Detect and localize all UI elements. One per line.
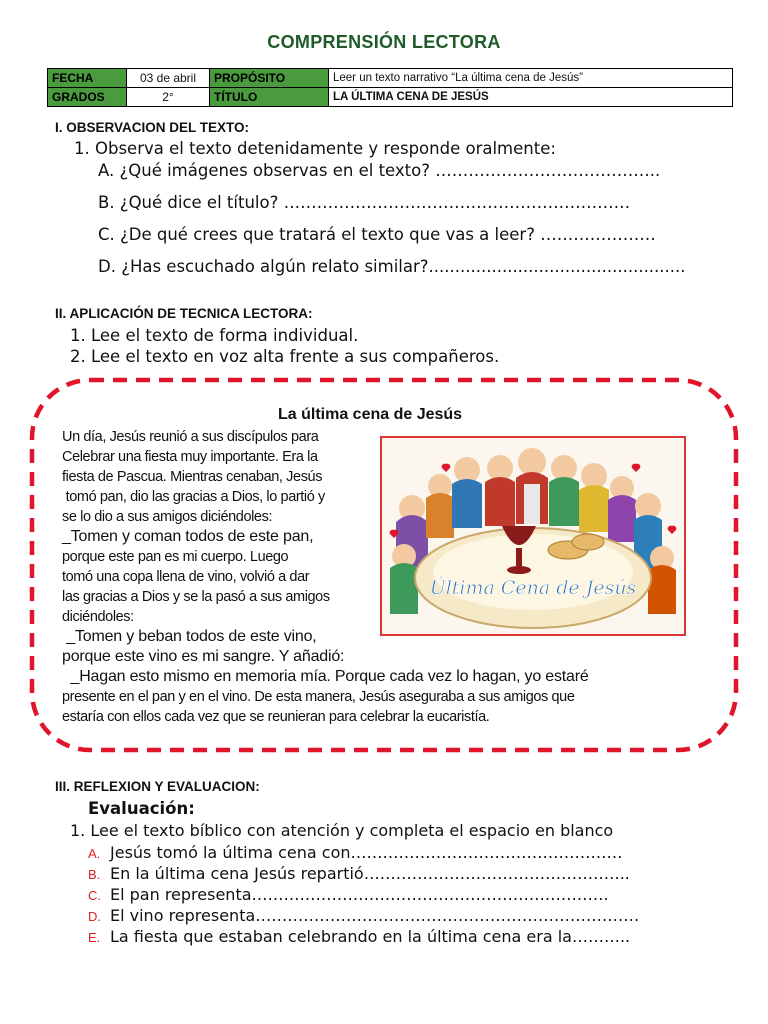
question-c: C. ¿De qué crees que tratará el texto que vas a leer? …………………: [98, 225, 656, 244]
section3-item1: 1. Lee el texto bíblico con atención y completa el espacio en blanco: [70, 821, 614, 840]
proposito-value: Leer un texto narrativo “La última cena de Jesús”: [329, 69, 733, 88]
story-line: _Hagan esto mismo en memoria mía. Porque cada vez lo hagan, yo estaré: [62, 668, 589, 685]
last-supper-image: [382, 438, 684, 634]
evaluation-text-a: Jesús tomó la última cena con……………………………………………: [110, 843, 623, 862]
story-line: tomó una copa llena de vino, volvió a dar: [62, 569, 310, 585]
story-line: porque este pan es mi cuerpo. Luego: [62, 549, 289, 565]
story-line: se lo dio a sus amigos diciéndoles:: [62, 509, 273, 525]
fecha-label: FECHA: [48, 69, 127, 88]
evaluation-text-e: La fiesta que estaban celebrando en la última cena era la………..: [110, 927, 631, 946]
section1-item1: 1. Observa el texto detenidamente y responde oralmente:: [74, 139, 556, 158]
section2-item2: 2. Lee el texto en voz alta frente a sus compañeros.: [70, 347, 500, 366]
evaluation-item-d: [88, 906, 738, 927]
section2-item1: 1. Lee el texto de forma individual.: [70, 326, 359, 345]
image-caption: Última Cena de Jesús: [429, 577, 637, 599]
letter-a: A.: [88, 846, 101, 861]
grados-label: GRADOS: [48, 88, 127, 107]
question-a: A. ¿Qué imágenes observas en el texto? …………………………………..: [98, 161, 661, 180]
letter-e: E.: [88, 930, 101, 945]
letter-c: C.: [88, 888, 101, 903]
evaluation-item-a: [88, 843, 738, 864]
evaluation-list: [88, 843, 738, 948]
story-line: _Tomen y coman todos de este pan,: [62, 528, 314, 545]
grados-value: 2°: [127, 88, 210, 107]
story-text-block: [62, 427, 382, 667]
info-table: [47, 68, 733, 107]
evaluation-subheading: Evaluación:: [88, 799, 195, 818]
story-line: porque este vino es mi sangre. Y añadió:: [62, 648, 345, 665]
story-line: fiesta de Pascua. Mientras cenaban, Jesús: [62, 469, 323, 485]
section1-heading: I. OBSERVACION DEL TEXTO:: [55, 120, 250, 135]
story-line: Un día, Jesús reunió a sus discípulos para: [62, 429, 319, 445]
evaluation-item-c: [88, 885, 738, 906]
last-supper-illustration: [380, 436, 686, 636]
story-line: tomó pan, dio las gracias a Dios, lo partió y: [62, 489, 325, 505]
story-text-tail: [62, 667, 722, 727]
story-line: Celebrar una fiesta muy importante. Era la: [62, 449, 318, 465]
evaluation-text-d: El vino representa………………………………………………………………: [110, 906, 640, 925]
proposito-label: PROPÓSITO: [210, 69, 329, 88]
titulo-value: LA ÚLTIMA CENA DE JESÚS: [329, 88, 733, 107]
story-line: estaría con ellos cada vez que se reunieran para celebrar la eucaristía.: [62, 709, 490, 725]
story-line: _Tomen y beban todos de este vino,: [62, 628, 317, 645]
letter-b: B.: [88, 867, 101, 882]
question-b: B. ¿Qué dice el título? ………………………………………………………: [98, 193, 631, 212]
evaluation-text-b: En la última cena Jesús repartió…………………………………………..: [110, 864, 630, 883]
letter-d: D.: [88, 909, 101, 924]
story-title: La última cena de Jesús: [278, 406, 463, 423]
titulo-label: TÍTULO: [210, 88, 329, 107]
story-line: las gracias a Dios y se la pasó a sus amigos: [62, 589, 330, 605]
fecha-value: 03 de abril: [127, 69, 210, 88]
story-line: presente en el pan y en el vino. De esta manera, Jesús aseguraba a sus amigos que: [62, 689, 575, 705]
section2-heading: II. APLICACIÓN DE TECNICA LECTORA:: [55, 306, 313, 321]
page-title: COMPRENSIÓN LECTORA: [267, 32, 501, 52]
section3-heading: III. REFLEXION Y EVALUACION:: [55, 779, 260, 794]
question-d: D. ¿Has escuchado algún relato similar?.................................................: [98, 257, 686, 276]
story-line: diciéndoles:: [62, 609, 134, 625]
evaluation-item-b: [88, 864, 738, 885]
evaluation-item-e: [88, 927, 738, 948]
evaluation-text-c: El pan representa………………………………………………………….: [110, 885, 609, 904]
